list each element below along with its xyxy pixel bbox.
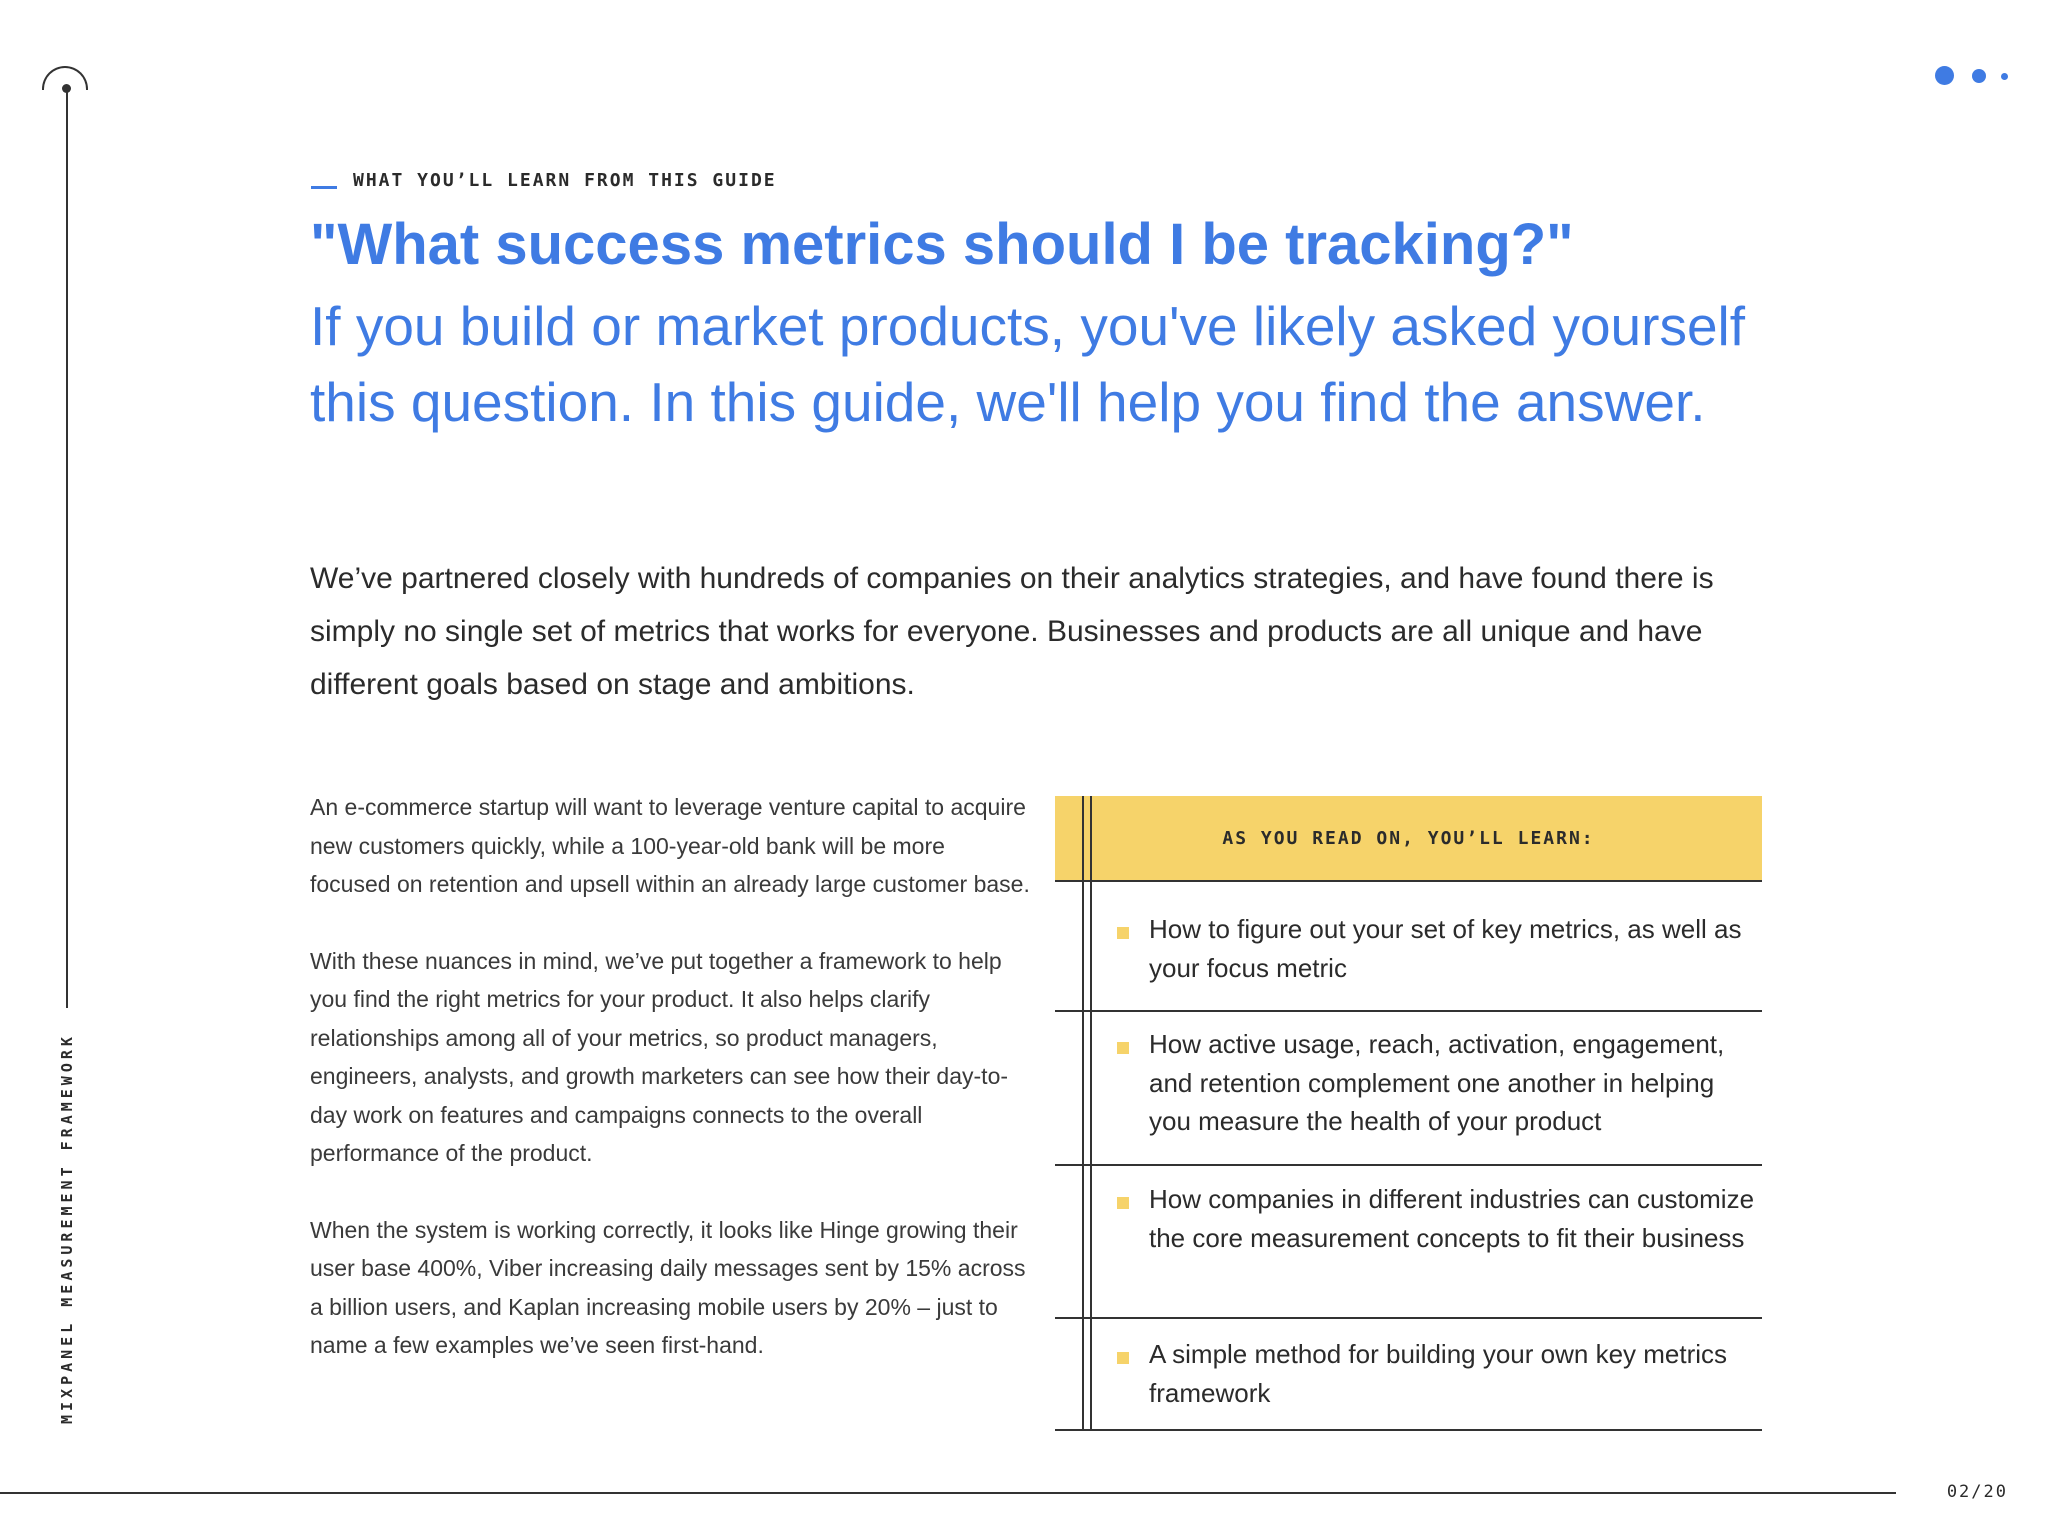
learn-box-heading: AS YOU READ ON, YOU’LL LEARN: (1055, 796, 1762, 882)
bullet-square-icon (1117, 1352, 1129, 1364)
learn-item (1055, 1012, 1762, 1166)
dot-medium-icon (1972, 69, 1986, 83)
bullet-square-icon (1117, 1197, 1129, 1209)
page-subtitle: If you build or market products, you've likely asked yourself this question. In this guide, we'll help you find the answer. (310, 295, 1746, 433)
learn-item-text: How active usage, reach, activation, engagement, and retention complement one another in helping you measure the health of your product (1149, 1029, 1725, 1136)
side-label: MIXPANEL MEASUREMENT FRAMEWORK (58, 1033, 76, 1424)
bullet-square-icon (1117, 1042, 1129, 1054)
learn-box (1055, 796, 1762, 1431)
body-paragraph-1: An e-commerce startup will want to leverage venture capital to acquire new customers quickly, while a 100-year-old bank will be more focused on retention and upsell within an already large customer base. (310, 794, 1030, 897)
dot-large-icon (1935, 66, 1954, 85)
learn-item-text: How companies in different industries can customize the core measurement concepts to fit their business (1149, 1184, 1755, 1253)
section-kicker: WHAT YOU’LL LEARN FROM THIS GUIDE (353, 170, 777, 191)
body-paragraph-2: With these nuances in mind, we’ve put together a framework to help you find the right metrics for your product. It also helps clarify relationships among all of your metrics, so product managers, engineers, analysts, and growth marketers can see how their day-to-day work on features and campaigns connects to the overall performance of the product. (310, 947, 1009, 1166)
learn-item (1055, 882, 1762, 1012)
learn-item-text: A simple method for building your own key metrics framework (1149, 1339, 1728, 1408)
learn-box-rule (1090, 796, 1092, 1431)
lead-paragraph: We’ve partnered closely with hundreds of companies on their analytics strategies, and have found there is simply no single set of metrics that works for everyone. Businesses and products are all unique and have different goals based on stage and ambitions. (310, 562, 1714, 701)
learn-item-text: How to figure out your set of key metrics, as well as your focus metric (1149, 914, 1742, 983)
body-column (310, 788, 1030, 1403)
rail-line-decoration (66, 90, 68, 1008)
learn-box-rule (1082, 796, 1084, 1431)
dot-small-icon (2001, 73, 2008, 80)
page-title: "What success metrics should I be tracking?" (310, 212, 1574, 277)
body-paragraph-3: When the system is working correctly, it looks like Hinge growing their user base 400%, Viber increasing daily messages sent by 15% across a billion users, and Kaplan increasing mobile users by 20% – just to name a few examples we’ve seen first-hand. (310, 1216, 1026, 1358)
footer-rule (0, 1492, 1896, 1494)
bullet-square-icon (1117, 927, 1129, 939)
page-number: 02/20 (1946, 1482, 2008, 1502)
learn-item (1055, 1166, 1762, 1319)
learn-item (1055, 1319, 1762, 1431)
kicker-dash (311, 186, 337, 189)
